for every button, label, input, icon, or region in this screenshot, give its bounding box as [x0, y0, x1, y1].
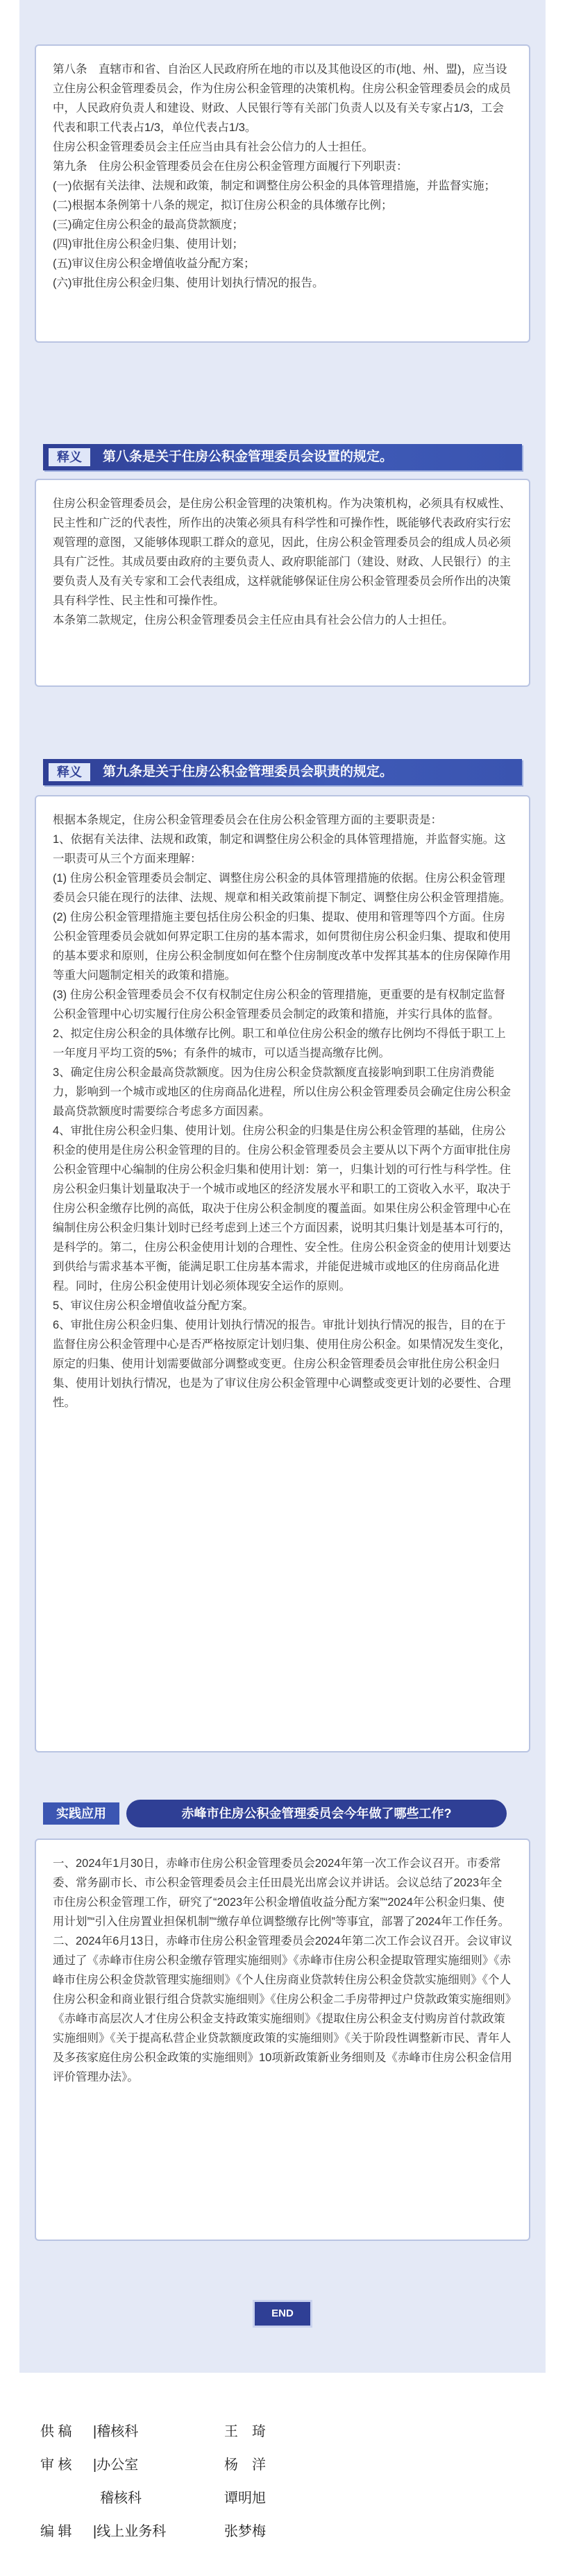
section2-para9: 5、审议住房公积金增值收益分配方案。	[53, 1299, 254, 1312]
duty-6: (六)审批住房公积金归集、使用计划执行情况的报告。	[53, 277, 324, 289]
section2-tag: 释义	[49, 763, 90, 781]
article-9: 第九条 住房公积金管理委员会在住房公积金管理方面履行下列职责：	[53, 160, 408, 173]
credit-name: 王 琦	[224, 2424, 266, 2439]
credit-row	[40, 2481, 526, 2514]
application-para1: 一、2024年1月30日，赤峰市住房公积金管理委员会2024年第一次工作会议召开。市委常委、常务副市长、市公积金管理委员会主任田晨光出席会议并讲话。会议总结了2023年全市住房公积金管理工作，研究了“2023年公积金增值收益分配方案”“2024年公积金归集、使用计划”“引入住房置业担保机制”“缴存单位调整缴存比例”等事宜，部署了2024年工作任务。	[53, 1857, 510, 1928]
credit-name: 谭明旭	[224, 2491, 266, 2506]
credit-name: 张梦梅	[224, 2524, 266, 2539]
application-para2: 二、2024年6月13日，赤峰市住房公积金管理委员会2024年第二次工作会议召开。会议审议通过了《赤峰市住房公积金缴存管理实施细则》《赤峰市住房公积金提取管理实施细则》《赤峰市住房公积金贷款管理实施细则》《个人住房商业贷款转住房公积金贷款实施细则》《个人住房公积金和商业银行组合贷款实施细则》《住房公积金二手房带押过户贷款政策实施细则》《赤峰市高层次人才住房公积金支持政策实施细则》《提取住房公积金支付购房首付款政策实施细则》《关于提高私营企业贷款额度政策的实施细则》《关于阶段性调整新市民、青年人及多孩家庭住房公积金政策的实施细则》10项新政策新业务细则及《赤峰市住房公积金信用评价管理办法》。	[53, 1935, 512, 2083]
section2-para8: 4、审批住房公积金归集、使用计划。住房公积金的归集是住房公积金管理的基础，住房公积金的使用是住房公积金管理的目的。住房公积金管理委员会主要从以下两个方面审批住房公积金管理中心编制的住房公积金归集和使用计划：第一，归集计划的可行性与科学性。住房公积金归集计划量取决于一个城市或地区的经济发展水平和职工的工资收入水平，取决于住房公积金缴存比例的高低，取决于住房公积金制度的覆盖面。如果住房公积金管理中心在编制住房公积金归集计划时已经考虑到上述三个方面因素，说明其归集计划是基本可行的，是科学的。第二，住房公积金使用计划的合理性、安全性。住房公积金资金的使用计划要达到供给与需求基本平衡，能满足职工住房基本需求，并能促进城市或地区的住房商品化进程。同时，住房公积金使用计划必须体现安全运作的原则。	[53, 1125, 511, 1293]
section2-para6: 2、拟定住房公积金的具体缴存比例。职工和单位住房公积金的缴存比例均不得低于职工上一年度月平均工资的5%；有条件的城市，可以适当提高缴存比例。	[53, 1027, 506, 1059]
section2-para5: (3) 住房公积金管理委员会不仅有权制定住房公积金的管理措施，更重要的是有权制定监督公积金管理中心切实履行住房公积金管理委员会制定的政策和措施，并实行具体的监督。	[53, 989, 505, 1021]
credit-row	[40, 2414, 526, 2448]
duty-1: (一)依据有关法律、法规和政策，制定和调整住房公积金的具体管理措施，并监督实施；	[53, 180, 496, 192]
section2-box	[35, 795, 530, 1752]
end-marker: END	[255, 2302, 310, 2326]
application-tag: 实践应用	[43, 1802, 119, 1825]
section1-box	[35, 479, 530, 687]
duty-5: (五)审议住房公积金增值收益分配方案；	[53, 257, 255, 270]
section1-para2: 本条第二款规定，住房公积金管理委员会主任应由具有社会公信力的人士担任。	[53, 614, 454, 626]
credit-org: |稽核科	[93, 2424, 139, 2439]
credit-name: 杨 洋	[224, 2457, 266, 2473]
article-8-para2: 住房公积金管理委员会主任应当由具有社会公信力的人士担任。	[53, 141, 373, 153]
duty-4: (四)审批住房公积金归集、使用计划；	[53, 238, 244, 250]
application-header	[43, 1798, 522, 1829]
section2-para2: 1、依据有关法律、法规和政策，制定和调整住房公积金的具体管理措施，并监督实施。这一职责可从三个方面来理解：	[53, 833, 506, 865]
section1-tag: 释义	[49, 448, 90, 466]
section1-title: 第八条是关于住房公积金管理委员会设置的规定。	[103, 450, 394, 464]
section2-para3: (1) 住房公积金管理委员会制定、调整住房公积金的具体管理措施的依据。住房公积金管理委员会只能在现行的法律、法规、规章和相关政策前提下制定、调整住房公积金管理措施。	[53, 872, 511, 904]
articles-box	[35, 44, 530, 343]
article-8: 第八条 直辖市和省、自治区人民政府所在地的市以及其他设区的市(地、州、盟)，应当设立住房公积金管理委员会，作为住房公积金管理的决策机构。住房公积金管理委员会的成员中，人民政府负责人和建设、财政、人民银行等有关部门负责人以及有关专家占1/3，工会代表和职工代表占1/3，单位代表占1/3。	[53, 63, 511, 134]
section1-header	[43, 444, 522, 470]
credit-label: 编 辑	[40, 2524, 72, 2539]
application-box	[35, 1839, 530, 2241]
section2-para7: 3、确定住房公积金最高贷款额度。因为住房公积金贷款额度直接影响到职工住房消费能力，影响到一个城市或地区的住房商品化进程，所以住房公积金管理委员会确定住房公积金最高贷款额度时需要综合考虑多方面因素。	[53, 1066, 511, 1118]
credit-row	[40, 2514, 526, 2548]
section2-header	[43, 759, 522, 785]
credits	[40, 2414, 526, 2548]
section1-para1: 住房公积金管理委员会，是住房公积金管理的决策机构。作为决策机构，必须具有权威性、民主性和广泛的代表性，所作出的决策必须具有科学性和可操作性，既能够代表政府实行宏观管理的意图，又能够体现职工群众的意见，因此，住房公积金管理委员会的组成人员必须具有广泛性。其成员要由政府的主要负责人、政府职能部门（建设、财政、人民银行）的主要负责人及有关专家和工会代表组成，这样就能够保证住房公积金管理委员会所作出的决策具有科学性、民主性和可操作性。	[53, 497, 511, 607]
credit-org: |线上业务科	[93, 2524, 167, 2539]
duty-2: (二)根据本条例第十八条的规定，拟订住房公积金的具体缴存比例；	[53, 199, 393, 212]
duty-3: (三)确定住房公积金的最高贷款额度；	[53, 219, 244, 231]
credit-label: 供 稿	[40, 2424, 72, 2439]
credit-org: |办公室	[93, 2457, 139, 2473]
credit-label: 审 核	[40, 2457, 72, 2473]
credit-row	[40, 2448, 526, 2481]
section2-para1: 根据本条规定，住房公积金管理委员会在住房公积金管理方面的主要职责是：	[53, 814, 442, 826]
section2-para4: (2) 住房公积金管理措施主要包括住房公积金的归集、提取、使用和管理等四个方面。住房公积金管理委员会就如何界定职工住房的基本需求，如何贯彻住房公积金归集、提取和使用的基本要求和原则，住房公积金制度如何在整个住房制度改革中发挥其基本的住房保障作用等重大问题制定相关的政策和措施。	[53, 911, 511, 982]
credit-org: 稽核科	[100, 2491, 142, 2506]
section2-title: 第九条是关于住房公积金管理委员会职责的规定。	[103, 765, 394, 779]
section2-para10: 6、审批住房公积金归集、使用计划执行情况的报告。审批计划执行情况的报告，目的在于监督住房公积金管理中心是否严格按原定计划归集、使用住房公积金。如果情况发生变化，原定的归集、使用计划需要做部分调整或变更。住房公积金管理委员会审批住房公积金归集、使用计划执行情况，也是为了审议住房公积金管理中心调整或变更计划的必要性、合理性。	[53, 1319, 511, 1409]
application-title: 赤峰市住房公积金管理委员会今年做了哪些工作?	[126, 1800, 507, 1827]
